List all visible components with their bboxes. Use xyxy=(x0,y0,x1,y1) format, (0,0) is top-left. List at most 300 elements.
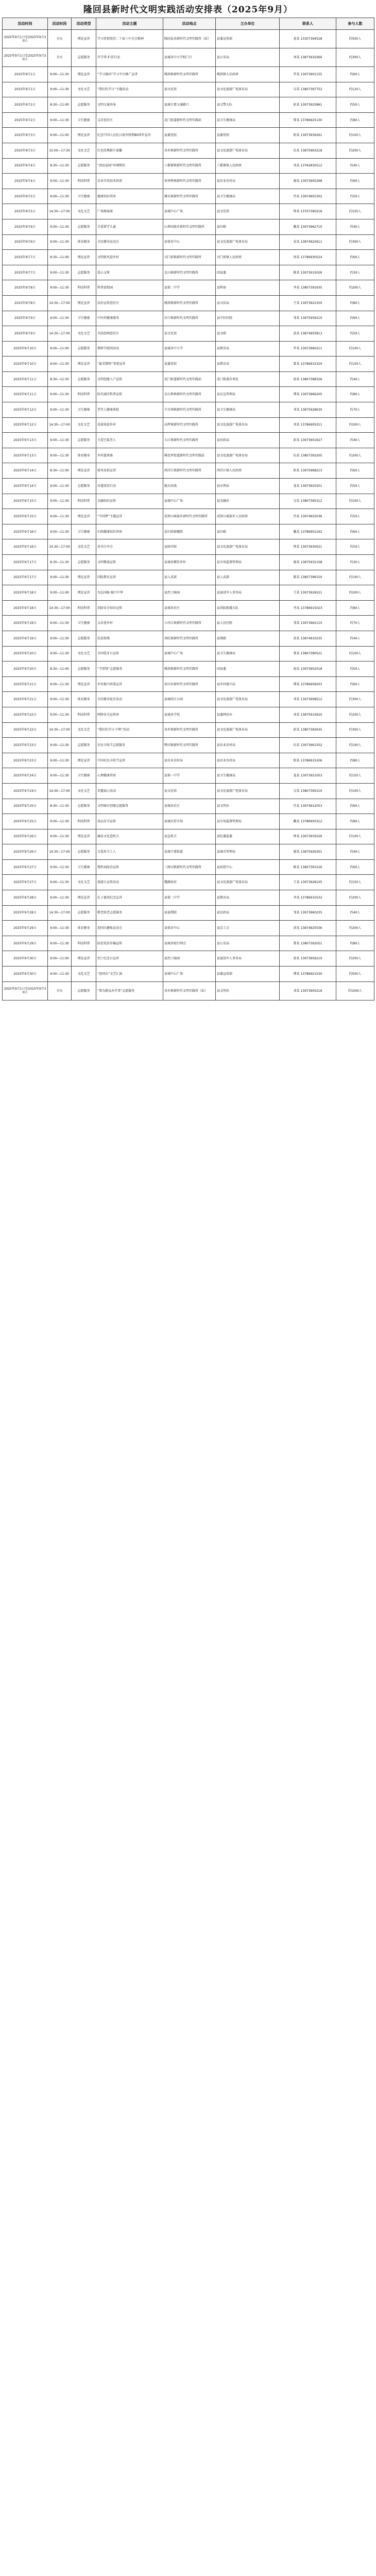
time-cell: 2025年9月20日 xyxy=(3,662,48,677)
time-cell: 2025年9月22日 xyxy=(3,722,48,738)
type-cell: 志愿服务 xyxy=(72,738,96,753)
count-cell: 约200人 xyxy=(336,585,374,601)
theme-cell: “最美教师”事迹宣讲 xyxy=(96,357,163,372)
time-cell: 2025年9月16日 xyxy=(3,539,48,555)
location-cell: 赧水沿线 xyxy=(163,479,216,494)
time-cell: 2025年9月10日 xyxy=(3,341,48,357)
location-cell: 隆回县各新时代文明实践所（站） xyxy=(163,30,216,48)
contact-cell: 龙某 13973925501 xyxy=(280,479,336,494)
period-cell: 8:30—11:30 xyxy=(48,555,72,570)
theme-cell: 食品安全宣传 xyxy=(96,814,163,829)
period-cell: 9:00—11:30 xyxy=(48,448,72,463)
table-row xyxy=(3,341,374,357)
count-cell: 约80人 xyxy=(336,814,374,829)
time-cell: 2025年9月12日 xyxy=(3,402,48,418)
type-cell: 理论宣讲 xyxy=(72,753,96,768)
organizer-cell: 县文化旅游广电体育局 xyxy=(216,82,280,97)
theme-cell: 全国爱牙日宣传 xyxy=(96,646,163,662)
time-cell: 2025年9月1日至2025年9月30日 xyxy=(3,30,48,48)
table-row xyxy=(3,799,374,814)
theme-cell: “我们的节日”主题活动 xyxy=(96,82,163,97)
table-row xyxy=(3,494,374,509)
period-cell: 9:00—11:30 xyxy=(48,524,72,539)
theme-cell: 妇幼健康知识讲座 xyxy=(96,524,163,539)
theme-cell: 书法绘画进社区 xyxy=(96,326,163,342)
theme-cell: 移风易俗宣讲 xyxy=(96,463,163,479)
count-cell: 约500人 xyxy=(336,30,374,48)
table-row xyxy=(3,844,374,860)
organizer-cell: 县人武部 xyxy=(216,570,280,585)
period-cell: 9:00—11:00 xyxy=(48,341,72,357)
organizer-cell: 县公安局 xyxy=(216,48,280,67)
time-cell: 2025年9月7日 xyxy=(3,265,48,280)
table-row xyxy=(3,570,374,585)
period-cell: 9:00—11:00 xyxy=(48,951,72,967)
table-row xyxy=(3,539,374,555)
theme-cell: 文明交通劝导 xyxy=(96,97,163,113)
theme-cell: 中国农民丰收节宣讲 xyxy=(96,753,163,768)
location-cell: 县体育中心 xyxy=(163,921,216,936)
type-cell: 理论宣讲 xyxy=(72,357,96,372)
count-cell: 约70人 xyxy=(336,616,374,631)
table-row xyxy=(3,662,374,677)
location-cell: 司门前镇新时代文明实践所 xyxy=(163,250,216,265)
period-cell: 14:30—17:00 xyxy=(48,722,72,738)
location-cell: 县福利院 xyxy=(163,905,216,921)
location-cell: 县城各社区 xyxy=(163,600,216,616)
count-cell: 约60人 xyxy=(336,250,374,265)
location-cell: 周旺镇新时代文明实践所 xyxy=(163,631,216,646)
location-cell: 县城各中小学 xyxy=(163,341,216,357)
contact-cell: 陈某 13807391526 xyxy=(280,859,336,875)
organizer-cell: 县教育局 xyxy=(216,341,280,357)
time-cell: 2025年9月5日 xyxy=(3,189,48,204)
theme-cell: 义诊进社区 xyxy=(96,112,163,128)
period-cell: 9:00—11:30 xyxy=(48,875,72,890)
contact-cell: 阳某 13975968213 xyxy=(280,463,336,479)
period-cell: 14:30—17:00 xyxy=(48,417,72,433)
contact-cell: 伍某 13807393205 xyxy=(280,448,336,463)
location-cell: 羊古坳镇新时代文明实践所 xyxy=(163,402,216,418)
table-row xyxy=(3,417,374,433)
location-cell: 县委党校 xyxy=(163,128,216,143)
period-cell: 9:00—11:30 xyxy=(48,859,72,875)
theme-cell: 关爱空巢老人 xyxy=(96,433,163,448)
location-cell: 县文化馆 xyxy=(163,326,216,342)
contact-cell: 吴某 13807395210 xyxy=(280,783,336,799)
theme-cell: 老年人健康体检 xyxy=(96,402,163,418)
time-cell: 2025年9月30日 xyxy=(3,967,48,982)
theme-cell: 广场舞展演 xyxy=(96,204,163,219)
location-cell: 山界回族乡新时代文明实践所 xyxy=(163,219,216,234)
time-cell: 2025年9月19日 xyxy=(3,631,48,646)
location-cell: 西洋江镇新时代文明实践所 xyxy=(163,463,216,479)
count-cell: 约40人 xyxy=(336,371,374,387)
contact-cell: 谢某 13875932108 xyxy=(280,555,336,570)
table-row xyxy=(3,738,374,753)
time-cell: 2025年9月16日 xyxy=(3,524,48,539)
count-cell: 约40人 xyxy=(336,219,374,234)
theme-cell: “我为群众办实事”志愿服务 xyxy=(96,981,163,1000)
count-cell: 约80人 xyxy=(336,753,374,768)
count-cell: 约40人 xyxy=(336,844,374,860)
organizer-cell: 县文联 xyxy=(216,326,280,342)
contact-cell: 罗某 13973901155 xyxy=(280,67,336,82)
time-cell: 2025年9月5日 xyxy=(3,204,48,219)
period-cell: 14:30—17:00 xyxy=(48,844,72,860)
table-row xyxy=(3,82,374,97)
location-cell: 花门街道新时代文明实践站 xyxy=(163,112,216,128)
organizer-cell: 县城市管理局 xyxy=(216,844,280,860)
type-cell: 卫生健康 xyxy=(72,189,96,204)
organizer-cell: 县卫生健康局 xyxy=(216,646,280,662)
time-cell: 2025年9月8日 xyxy=(3,280,48,296)
contact-cell: 肖某 13974925036 xyxy=(280,509,336,524)
header-cell: 参与人数 xyxy=(336,18,374,30)
theme-cell: 中医药健康服务 xyxy=(96,311,163,326)
contact-cell: 钟某 13973935026 xyxy=(280,829,336,844)
period-cell: 9:00—11:30 xyxy=(48,189,72,204)
time-cell: 2025年9月25日 xyxy=(3,814,48,829)
contact-cell: 邓某 13973908512 xyxy=(280,692,336,707)
table-row xyxy=(3,524,374,539)
location-cell: 县城中心广场 xyxy=(163,494,216,509)
location-cell: 县第二中学 xyxy=(163,890,216,906)
type-cell: 志愿服务 xyxy=(72,48,96,67)
theme-cell: 旅游日宣传活动 xyxy=(96,875,163,890)
table-row xyxy=(3,250,374,265)
theme-cell: 纪念中国人民抗日战争胜利80周年宣讲 xyxy=(96,128,163,143)
count-cell: 约80人 xyxy=(336,936,374,951)
location-cell: 虎形山瑶族乡新时代文明实践所 xyxy=(163,509,216,524)
organizer-cell: 县退役军人事务局 xyxy=(216,585,280,601)
location-cell: 县城中心广场 xyxy=(163,646,216,662)
contact-cell: 肖某 13974912053 xyxy=(280,799,336,814)
theme-cell: 敬老助老志愿服务 xyxy=(96,905,163,921)
type-cell: 理论宣讲 xyxy=(72,463,96,479)
contact-cell: 陈某 13973915026 xyxy=(280,265,336,280)
location-cell: 县直机关 xyxy=(163,829,216,844)
table-row xyxy=(3,234,374,250)
period-cell: 9:00—11:30 xyxy=(48,692,72,707)
table-row xyxy=(3,768,374,784)
type-cell: 体育健身 xyxy=(72,448,96,463)
theme-cell: 防范电信诈骗宣传 xyxy=(96,936,163,951)
count-cell: 约300人 xyxy=(336,48,374,67)
type-cell: 体育健身 xyxy=(72,692,96,707)
count-cell: 约300人 xyxy=(336,722,374,738)
count-cell: 约100人 xyxy=(336,128,374,143)
organizer-cell: 县金融办 xyxy=(216,494,280,509)
contact-cell: 戴某 13786952162 xyxy=(280,524,336,539)
time-cell: 2025年9月25日 xyxy=(3,799,48,814)
location-cell: 各乡镇新时代文明实践所 xyxy=(163,143,216,158)
organizer-cell: 县中医医院 xyxy=(216,311,280,326)
contact-cell: 戴某 13786950312 xyxy=(280,814,336,829)
period-cell: 9:00—11:30 xyxy=(48,112,72,128)
location-cell: 县城各银行网点 xyxy=(163,936,216,951)
type-cell: 卫生健康 xyxy=(72,616,96,631)
count-cell: 约100人 xyxy=(336,646,374,662)
type-cell: 理论宣讲 xyxy=(72,30,96,48)
time-cell: 2025年9月29日 xyxy=(3,936,48,951)
organizer-cell: 县文明办 xyxy=(216,981,280,1000)
type-cell: 体育健身 xyxy=(72,234,96,250)
table-row xyxy=(3,371,374,387)
theme-cell: 非遗展示活动 xyxy=(96,783,163,799)
count-cell: 约60人 xyxy=(336,174,374,189)
header-cell: 活动地点 xyxy=(163,18,216,30)
period-cell: 9:00—11:30 xyxy=(48,265,72,280)
count-cell: 约50人 xyxy=(336,539,374,555)
period-cell: 9:00—11:30 xyxy=(48,616,72,631)
organizer-cell: 县妇联 xyxy=(216,524,280,539)
type-cell: 文化文艺 xyxy=(72,646,96,662)
period-cell: 9:00—11:30 xyxy=(48,967,72,982)
contact-cell: 刘某 13875915620 xyxy=(280,707,336,722)
location-cell: 县烈士陵园 xyxy=(163,951,216,967)
period-cell: 14:30—17:00 xyxy=(48,783,72,799)
type-cell: 志愿服务 xyxy=(72,631,96,646)
count-cell: 约60人 xyxy=(336,676,374,692)
time-cell: 2025年9月9日 xyxy=(3,326,48,342)
table-row xyxy=(3,479,374,494)
contact-cell: 彭某 13973925861 xyxy=(280,97,336,113)
table-row xyxy=(3,875,374,890)
header-cell: 活动类型 xyxy=(72,18,96,30)
organizer-cell: 县退役军人事务局 xyxy=(216,951,280,967)
time-cell: 2025年9月10日 xyxy=(3,357,48,372)
type-cell: 志愿服务 xyxy=(72,265,96,280)
table-row xyxy=(3,174,374,189)
time-cell: 2025年9月19日 xyxy=(3,616,48,631)
count-cell: 约80人 xyxy=(336,112,374,128)
theme-cell: 义诊进乡村 xyxy=(96,616,163,631)
time-cell: 2025年9月18日 xyxy=(3,585,48,601)
organizer-cell: 县文化馆 xyxy=(216,204,280,219)
type-cell: 卫生健康 xyxy=(72,112,96,128)
type-cell: 志愿服务 xyxy=(72,371,96,387)
theme-cell: 开学季·护苗行动 xyxy=(96,48,163,67)
location-cell: 县城中心广场 xyxy=(163,967,216,982)
contact-cell: 王某 13973922350 xyxy=(280,295,336,311)
location-cell: 县城主要交通路口 xyxy=(163,97,216,113)
count-cell: 约200人 xyxy=(336,921,374,936)
time-cell: 2025年9月17日 xyxy=(3,570,48,585)
time-cell: 2025年9月1日 xyxy=(3,82,48,97)
table-row xyxy=(3,265,374,280)
contact-cell: 黄某 13874955813 xyxy=(280,326,336,342)
contact-cell: 陈某 13807396150 xyxy=(280,570,336,585)
theme-cell: 河道清洁行动 xyxy=(96,479,163,494)
contact-cell: 吴某 13807397752 xyxy=(280,82,336,97)
location-cell: 桃洪镇新时代文明实践所 xyxy=(163,662,216,677)
period-cell: 9:00—11:30 xyxy=(48,402,72,418)
type-cell: 志愿服务 xyxy=(72,158,96,174)
type-cell: 理论宣讲 xyxy=(72,676,96,692)
theme-cell: “学习强国”学习平台推广宣讲 xyxy=(96,67,163,82)
period-cell: 9:00—11:30 xyxy=(48,570,72,585)
theme-cell: 教师节慰问活动 xyxy=(96,341,163,357)
period-cell: 9:00—11:30 xyxy=(48,494,72,509)
theme-cell: 孔子诞辰纪念宣讲 xyxy=(96,890,163,906)
time-cell: 2025年9月23日 xyxy=(3,753,48,768)
theme-cell: 消防安全知识宣传 xyxy=(96,600,163,616)
period-cell: 全天 xyxy=(48,981,72,1000)
organizer-cell: 县文化旅游广电体育局 xyxy=(216,722,280,738)
location-cell: 县文化馆 xyxy=(163,82,216,97)
location-cell: 各乡镇新时代文明实践所（站） xyxy=(163,981,216,1000)
organizer-cell: 县民政局 xyxy=(216,905,280,921)
type-cell: 科技科普 xyxy=(72,814,96,829)
organizer-cell: 县文化旅游广电体育局 xyxy=(216,234,280,250)
location-cell: 县农业农村局 xyxy=(163,753,216,768)
type-cell: 理论宣讲 xyxy=(72,128,96,143)
location-cell: 金石桥镇新时代文明实践所 xyxy=(163,387,216,402)
count-cell: 约200人 xyxy=(336,951,374,967)
period-cell: 9:00—11:30 xyxy=(48,646,72,662)
contact-cell: 唐某 13973952018 xyxy=(280,662,336,677)
theme-cell: 关爱留守儿童 xyxy=(96,219,163,234)
theme-cell: “清洁家园”环境整治 xyxy=(96,158,163,174)
organizer-cell: 县水利局 xyxy=(216,479,280,494)
organizer-cell: 县应急管理局 xyxy=(216,387,280,402)
table-body xyxy=(3,30,374,1001)
count-cell: 约60人 xyxy=(336,463,374,479)
type-cell: 理论宣讲 xyxy=(72,67,96,82)
location-cell: 高坪镇新时代文明实践所 xyxy=(163,417,216,433)
location-cell: 滩头镇新时代文明实践所 xyxy=(163,189,216,204)
type-cell: 理论宣讲 xyxy=(72,951,96,967)
count-cell: 约80人 xyxy=(336,600,374,616)
type-cell: 理论宣讲 xyxy=(72,585,96,601)
table-row xyxy=(3,967,374,982)
type-cell: 理论宣讲 xyxy=(72,890,96,906)
organizer-cell: 县妇联 xyxy=(216,219,280,234)
type-cell: 体育健身 xyxy=(72,921,96,936)
location-cell: 荷田乡新时代文明实践所 xyxy=(163,676,216,692)
count-cell: 约60人 xyxy=(336,799,374,814)
theme-cell: 文明城市创建志愿服务 xyxy=(96,799,163,814)
location-cell: 县妇幼保健院 xyxy=(163,524,216,539)
count-cell: 约120人 xyxy=(336,82,374,97)
organizer-cell: 县市场监督管理局 xyxy=(216,555,280,570)
type-cell: 文化文艺 xyxy=(72,82,96,97)
time-cell: 2025年9月4日 xyxy=(3,174,48,189)
contact-cell: 伍某 13875963218 xyxy=(280,143,336,158)
time-cell: 2025年9月21日 xyxy=(3,676,48,692)
time-cell: 2025年9月4日 xyxy=(3,158,48,174)
table-row xyxy=(3,707,374,722)
location-cell: 县城各中小学校门口 xyxy=(163,48,216,67)
period-cell: 8:30—11:00 xyxy=(48,662,72,677)
table-row xyxy=(3,646,374,662)
count-cell: 约60人 xyxy=(336,311,374,326)
time-cell: 2025年9月9日 xyxy=(3,311,48,326)
contact-cell: 戴某 13973962710 xyxy=(280,219,336,234)
count-cell: 约200人 xyxy=(336,448,374,463)
type-cell: 理论宣讲 xyxy=(72,570,96,585)
organizer-cell: 县民政局 xyxy=(216,433,280,448)
type-cell: 文化文艺 xyxy=(72,783,96,799)
organizer-cell: 县农业农村局 xyxy=(216,753,280,768)
type-cell: 志愿服务 xyxy=(72,341,96,357)
table-row xyxy=(3,692,374,707)
period-cell: 9:00—11:30 xyxy=(48,509,72,524)
type-cell: 文化文艺 xyxy=(72,417,96,433)
location-cell: 小沙江镇新时代文明实践所 xyxy=(163,616,216,631)
table-row xyxy=(3,463,374,479)
period-cell: 9:00—11:30 xyxy=(48,814,72,829)
contact-cell: 罗某 13973960211 xyxy=(280,341,336,357)
table-row xyxy=(3,509,374,524)
period-cell: 9:00—11:00 xyxy=(48,128,72,143)
time-cell: 2025年9月15日 xyxy=(3,494,48,509)
table-row xyxy=(3,402,374,418)
location-cell: 县人武部 xyxy=(163,570,216,585)
type-cell: 文化文艺 xyxy=(72,539,96,555)
type-cell: 文化文艺 xyxy=(72,967,96,982)
time-cell: 2025年9月3日 xyxy=(3,143,48,158)
time-cell: 2025年9月27日 xyxy=(3,859,48,875)
count-cell: 约150人 xyxy=(336,875,374,890)
type-cell: 志愿服务 xyxy=(72,981,96,1000)
count-cell: 约200人 xyxy=(336,890,374,906)
count-cell: 约150人 xyxy=(336,357,374,372)
table-row xyxy=(3,631,374,646)
contact-cell: 吴某 13807395312 xyxy=(280,494,336,509)
contact-cell: 曾某 13807390521 xyxy=(280,646,336,662)
theme-cell: 爱心义剪 xyxy=(96,265,163,280)
location-cell: 县城各社区 xyxy=(163,799,216,814)
time-cell: 2025年9月1日至2025年9月30日 xyxy=(3,48,48,67)
contact-cell: 彭某 13807392635 xyxy=(280,722,336,738)
header-cell: 活动时间 xyxy=(3,18,48,30)
theme-cell: 文明新风进乡村 xyxy=(96,250,163,265)
location-cell: 县烈士陵园 xyxy=(163,585,216,601)
period-cell: 9:00—11:30 xyxy=(48,67,72,82)
count-cell: 约50人 xyxy=(336,97,374,113)
count-cell: 约50人 xyxy=(336,509,374,524)
time-cell: 2025年9月26日 xyxy=(3,844,48,860)
table-row xyxy=(3,616,374,631)
period-cell: 9:00—11:30 xyxy=(48,174,72,189)
table-row xyxy=(3,783,374,799)
period-cell: 9:00—11:30 xyxy=(48,707,72,722)
type-cell: 志愿服务 xyxy=(72,219,96,234)
organizer-cell: 县委宣传部 xyxy=(216,30,280,48)
type-cell: 科技科普 xyxy=(72,387,96,402)
location-cell: 县体育中心 xyxy=(163,234,216,250)
contact-cell: 邹某 13973962115 xyxy=(280,616,336,631)
count-cell: 约30人 xyxy=(336,555,374,570)
type-cell: 卫生健康 xyxy=(72,768,96,784)
location-cell: 县城各餐饮单位 xyxy=(163,555,216,570)
table-row xyxy=(3,814,374,829)
contact-cell: 李某 13786915023 xyxy=(280,600,336,616)
table-row xyxy=(3,829,374,844)
time-cell: 2025年9月27日 xyxy=(3,875,48,890)
type-cell: 文化文艺 xyxy=(72,875,96,890)
location-cell: 桃洪镇新时代文明实践所 xyxy=(163,67,216,82)
count-cell: 约100人 xyxy=(336,783,374,799)
time-cell: 2025年9月24日 xyxy=(3,783,48,799)
table-row xyxy=(3,555,374,570)
contact-cell: 邹某 13975956210 xyxy=(280,311,336,326)
location-cell: 岩口镇新时代文明实践所 xyxy=(163,311,216,326)
time-cell: 2025年9月11日 xyxy=(3,371,48,387)
type-cell: 文化文艺 xyxy=(72,143,96,158)
